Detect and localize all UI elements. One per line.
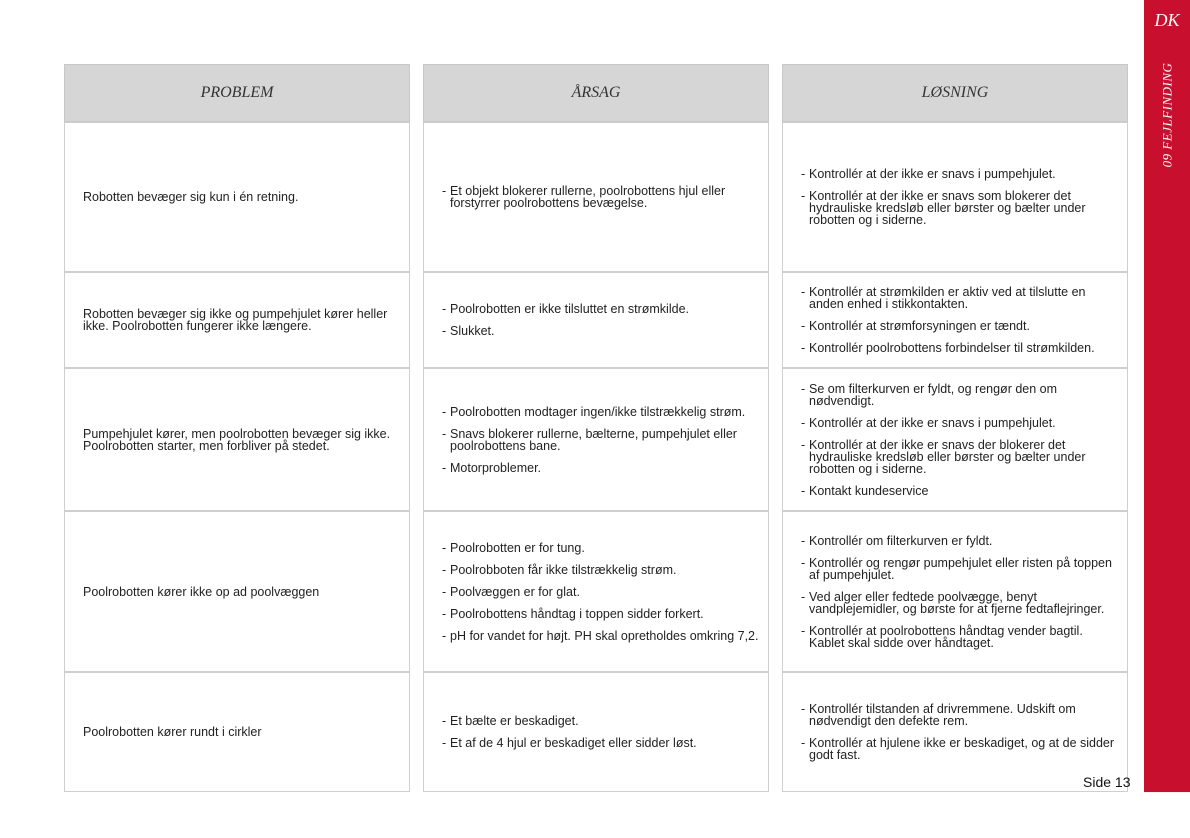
solution-item (801, 535, 1119, 547)
problem-text: Robotten bevæger sig ikke og pumpehjulet kører heller ikke. Poolrobotten fungerer ikke længere. (83, 307, 388, 333)
problem-cell (64, 122, 410, 272)
section-label: 09 FEJLFINDING (1159, 62, 1175, 168)
cause-text: Et objekt blokerer rullerne, poolrobottens hjul eller forstyrrer poolrobottens bevægelse. (450, 184, 726, 210)
solution-text: Se om filterkurven er fyldt, og rengør den om nødvendigt. (809, 381, 1058, 408)
solution-item (801, 737, 1119, 761)
solution-cell (782, 272, 1128, 368)
cause-cell (423, 511, 769, 672)
cause-item (442, 462, 764, 474)
solution-item (801, 168, 1119, 180)
solution-item (801, 320, 1119, 332)
cause-cell (423, 368, 769, 511)
bullet-dash: - (801, 736, 806, 750)
solution-item (801, 485, 1119, 497)
language-label: DK (1154, 10, 1180, 30)
bullet-dash: - (801, 285, 806, 299)
solution-cell (782, 672, 1131, 792)
solution-text: Kontrollér at strømforsyningen er tændt. (809, 319, 1030, 333)
cause-item (442, 630, 764, 642)
bullet-dash: - (442, 562, 447, 577)
solution-item (801, 703, 1119, 727)
cause-text: pH for vandet for højt. PH skal opretholdes omkring 7,2. (450, 628, 759, 643)
solution-item (801, 342, 1119, 354)
bullet-dash: - (801, 533, 806, 548)
solution-text: Kontrollér at der ikke er snavs i pumpehjulet. (809, 167, 1056, 181)
cause-item (442, 608, 764, 620)
problem-cell (64, 672, 410, 792)
cause-item (442, 406, 764, 418)
header-solution: LØSNING (782, 64, 1128, 122)
problem-text: Poolrobotten kører rundt i cirkler (83, 725, 262, 739)
bullet-dash: - (442, 606, 447, 621)
sidebar-tip (1144, 752, 1190, 792)
bullet-dash: - (801, 415, 806, 430)
bullet-dash: - (801, 319, 806, 333)
solution-text: Kontrollér at poolrobottens håndtag vender bagtil. Kablet skal sidde over håndtaget. (809, 623, 1083, 650)
bullet-dash: - (801, 483, 806, 498)
problem-text: Pumpehjulet kører, men poolrobotten bevæger sig ikke. Poolrobotten starter, men forbliver på stedet. (83, 426, 391, 453)
solution-item (801, 286, 1119, 310)
cause-item (442, 715, 764, 727)
problem-cell (64, 511, 410, 672)
solution-item (801, 557, 1119, 581)
solution-text: Kontakt kundeservice (809, 483, 929, 498)
header-cause: ÅRSAG (423, 64, 769, 122)
bullet-dash: - (801, 702, 806, 716)
bullet-dash: - (442, 404, 447, 419)
header-problem: PROBLEM (64, 64, 410, 122)
bullet-dash: - (801, 555, 806, 570)
solution-item (801, 439, 1119, 475)
cause-text: Et bælte er beskadiget. (450, 714, 579, 728)
problem-text: Robotten bevæger sig kun i én retning. (83, 190, 299, 204)
solution-item (801, 190, 1119, 226)
cause-text: Snavs blokerer rullerne, bælterne, pumpehjulet eller poolrobottens bane. (450, 426, 737, 453)
cause-item (442, 564, 764, 576)
solution-text: Kontrollér at der ikke er snavs som blokerer det hydrauliske kredsløb eller børster og bælter under robotten og i siderne. (809, 189, 1086, 227)
cause-item (442, 542, 764, 554)
cause-text: Poolrobboten får ikke tilstrækkelig strøm. (450, 562, 677, 577)
page-number: Side 13 (1083, 774, 1131, 790)
cause-text: Et af de 4 hjul er beskadiget eller sidder løst. (450, 736, 697, 750)
section-label-wrap (1145, 56, 1189, 174)
cause-item (442, 586, 764, 598)
bullet-dash: - (442, 540, 447, 555)
solution-text: Kontrollér at strømkilden er aktiv ved at tilslutte en anden enhed i stikkontakten. (809, 285, 1086, 311)
cause-item (442, 325, 764, 337)
bullet-dash: - (801, 189, 806, 203)
cause-item (442, 428, 764, 452)
cause-item (442, 185, 764, 209)
cause-cell (423, 122, 769, 272)
solution-text: Ved alger eller fedtede poolvægge, benyt vandplejemidler, og børste for at fjerne fedtaflejringer. (809, 589, 1105, 616)
solution-item (801, 417, 1119, 429)
solution-text: Kontrollér om filterkurven er fyldt. (809, 533, 993, 548)
solution-cell (782, 368, 1128, 511)
bullet-dash: - (442, 736, 447, 750)
problem-cell (64, 368, 410, 511)
solution-item (801, 591, 1119, 615)
solution-text: Kontrollér poolrobottens forbindelser til strømkilden. (809, 341, 1095, 355)
bullet-dash: - (442, 184, 447, 198)
solution-item (801, 625, 1119, 649)
cause-text: Poolrobotten er for tung. (450, 540, 585, 555)
bullet-dash: - (442, 426, 447, 441)
cause-text: Motorproblemer. (450, 460, 542, 475)
cause-cell (423, 272, 769, 368)
bullet-dash: - (442, 460, 447, 475)
solution-text: Kontrollér og rengør pumpehjulet eller risten på toppen af pumpehjulet. (809, 555, 1112, 582)
cause-text: Poolvæggen er for glat. (450, 584, 580, 599)
solution-cell (782, 511, 1128, 672)
solution-text: Kontrollér at der ikke er snavs i pumpehjulet. (809, 415, 1056, 430)
cause-item (442, 737, 764, 749)
bullet-dash: - (442, 302, 447, 316)
problem-cell (64, 272, 410, 368)
bullet-dash: - (801, 341, 806, 355)
bullet-dash: - (442, 714, 447, 728)
cause-item (442, 303, 764, 315)
cause-text: Slukket. (450, 324, 495, 338)
cause-cell (423, 672, 769, 792)
bullet-dash: - (801, 623, 806, 638)
solution-text: Kontrollér at der ikke er snavs der blokerer det hydrauliske kredsløb eller børster og bælter under robotten og i siderne. (809, 437, 1086, 476)
bullet-dash: - (801, 381, 806, 396)
problem-text: Poolrobotten kører ikke op ad poolvæggen (83, 584, 320, 599)
bullet-dash: - (801, 167, 806, 181)
bullet-dash: - (442, 324, 447, 338)
cause-text: Poolrobotten modtager ingen/ikke tilstrækkelig strøm. (450, 404, 746, 419)
bullet-dash: - (801, 437, 806, 452)
solution-item (801, 383, 1119, 407)
solution-text: Kontrollér at hjulene ikke er beskadiget, og at de sidder godt fast. (809, 736, 1115, 762)
bullet-dash: - (442, 628, 447, 643)
bullet-dash: - (801, 589, 806, 604)
solution-cell (782, 122, 1128, 272)
cause-text: Poolrobotten er ikke tilsluttet en strømkilde. (450, 302, 689, 316)
cause-text: Poolrobottens håndtag i toppen sidder forkert. (450, 606, 704, 621)
solution-text: Kontrollér tilstanden af drivremmene. Udskift om nødvendigt den defekte rem. (809, 702, 1076, 728)
bullet-dash: - (442, 584, 447, 599)
